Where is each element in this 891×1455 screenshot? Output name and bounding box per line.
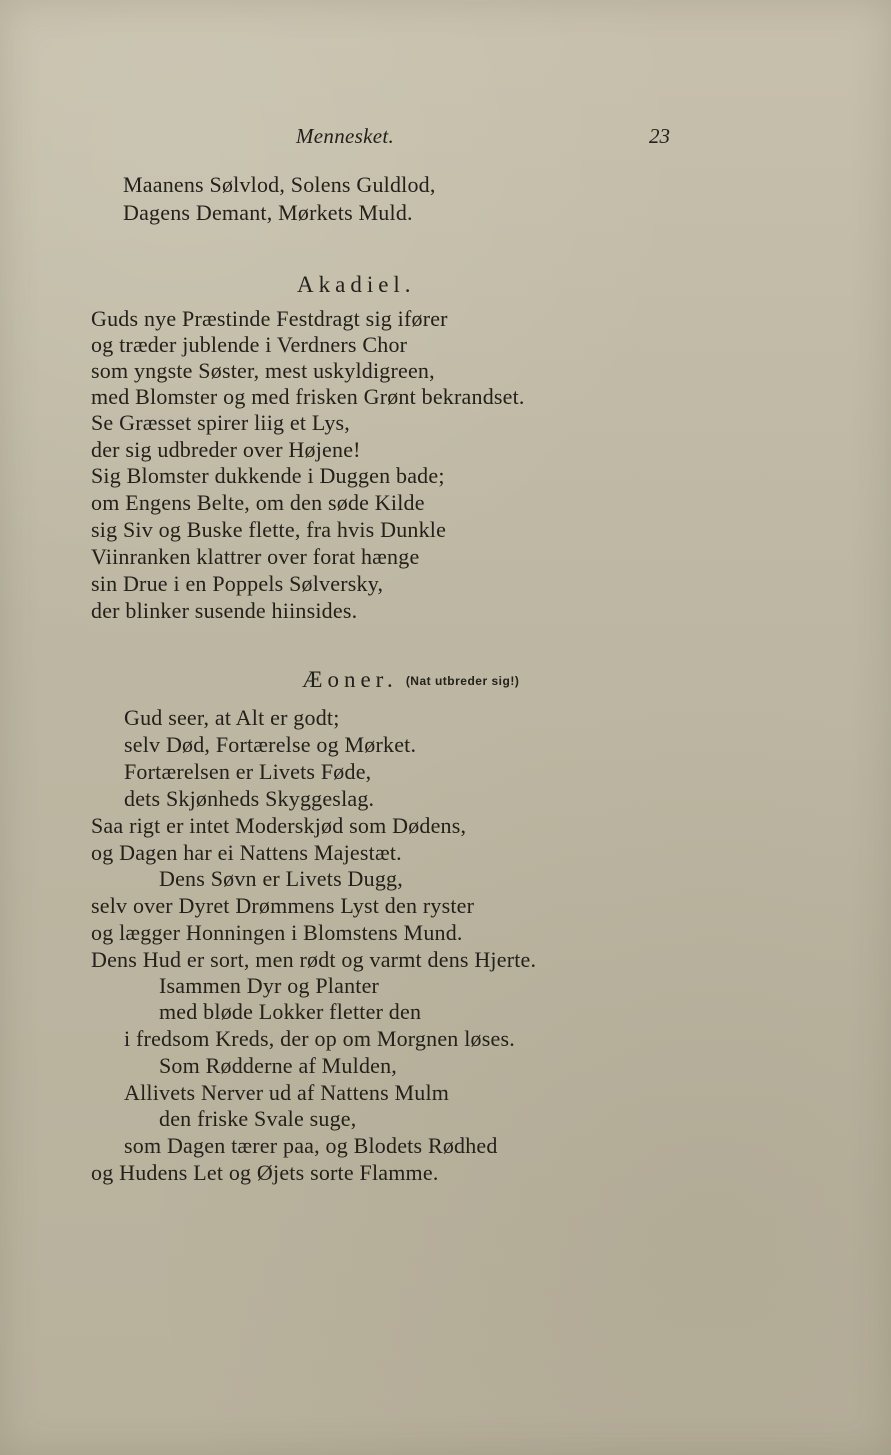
verse-line: med Blomster og med frisken Grønt bekrandset.	[91, 384, 525, 409]
verse-line: den friske Svale suge,	[159, 1106, 357, 1131]
running-head-title: Mennesket.	[296, 124, 395, 148]
verse-line: Guds nye Præstinde Festdragt sig ifører	[91, 306, 448, 331]
verse-line: selv Død, Fortærelse og Mørket.	[124, 732, 417, 757]
verse-line: selv over Dyret Drømmens Lyst den ryster	[91, 893, 475, 918]
verse-line: dets Skjønheds Skyggeslag.	[124, 786, 375, 811]
speaker-aeoner-label: Æoner.	[302, 667, 398, 692]
verse-line: som yngste Søster, mest uskyldigreen,	[91, 358, 435, 383]
verse-line: der sig udbreder over Højene!	[91, 437, 361, 462]
verse-line: sin Drue i en Poppels Sølversky,	[91, 571, 384, 596]
verse-line: i fredsom Kreds, der op om Morgnen løses.	[124, 1026, 515, 1051]
speaker-akadiel: Akadiel.	[297, 272, 416, 297]
verse-line: der blinker susende hiinsides.	[91, 598, 358, 623]
verse-line: sig Siv og Buske flette, fra hvis Dunkle	[91, 517, 447, 542]
verse-line: og Dagen har ei Nattens Majestæt.	[91, 840, 402, 865]
verse-line: Dens Hud er sort, men rødt og varmt dens Hjerte.	[91, 947, 537, 972]
verse-line: Som Rødderne af Mulden,	[159, 1053, 398, 1078]
verse-line: og lægger Honningen i Blomstens Mund.	[91, 920, 463, 945]
verse-line: Fortærelsen er Livets Føde,	[124, 759, 372, 784]
opening-line: Maanens Sølvlod, Solens Guldlod,	[123, 172, 436, 197]
verse-line: som Dagen tærer paa, og Blodets Rødhed	[124, 1133, 498, 1158]
verse-line: Allivets Nerver ud af Nattens Mulm	[124, 1080, 450, 1105]
verse-line: Sig Blomster dukkende i Duggen bade;	[91, 463, 445, 488]
verse-line: og Hudens Let og Øjets sorte Flamme.	[91, 1160, 439, 1185]
verse-line: Dens Søvn er Livets Dugg,	[159, 866, 403, 891]
verse-line: Viinranken klattrer over forat hænge	[91, 544, 420, 569]
speaker-aeoner	[302, 667, 519, 693]
verse-line: og træder jublende i Verdners Chor	[91, 332, 408, 357]
opening-line: Dagens Demant, Mørkets Muld.	[123, 200, 413, 225]
verse-line: Isammen Dyr og Planter	[159, 973, 380, 998]
verse-line: om Engens Belte, om den søde Kilde	[91, 490, 425, 515]
verse-line: med bløde Lokker fletter den	[159, 999, 422, 1024]
stage-direction: (Nat utbreder sig!)	[405, 674, 520, 688]
verse-line: Gud seer, at Alt er godt;	[124, 705, 340, 730]
verse-line: Se Græsset spirer liig et Lys,	[91, 410, 350, 435]
page-number: 23	[649, 124, 670, 148]
verse-line: Saa rigt er intet Moderskjød som Dødens,	[91, 813, 467, 838]
